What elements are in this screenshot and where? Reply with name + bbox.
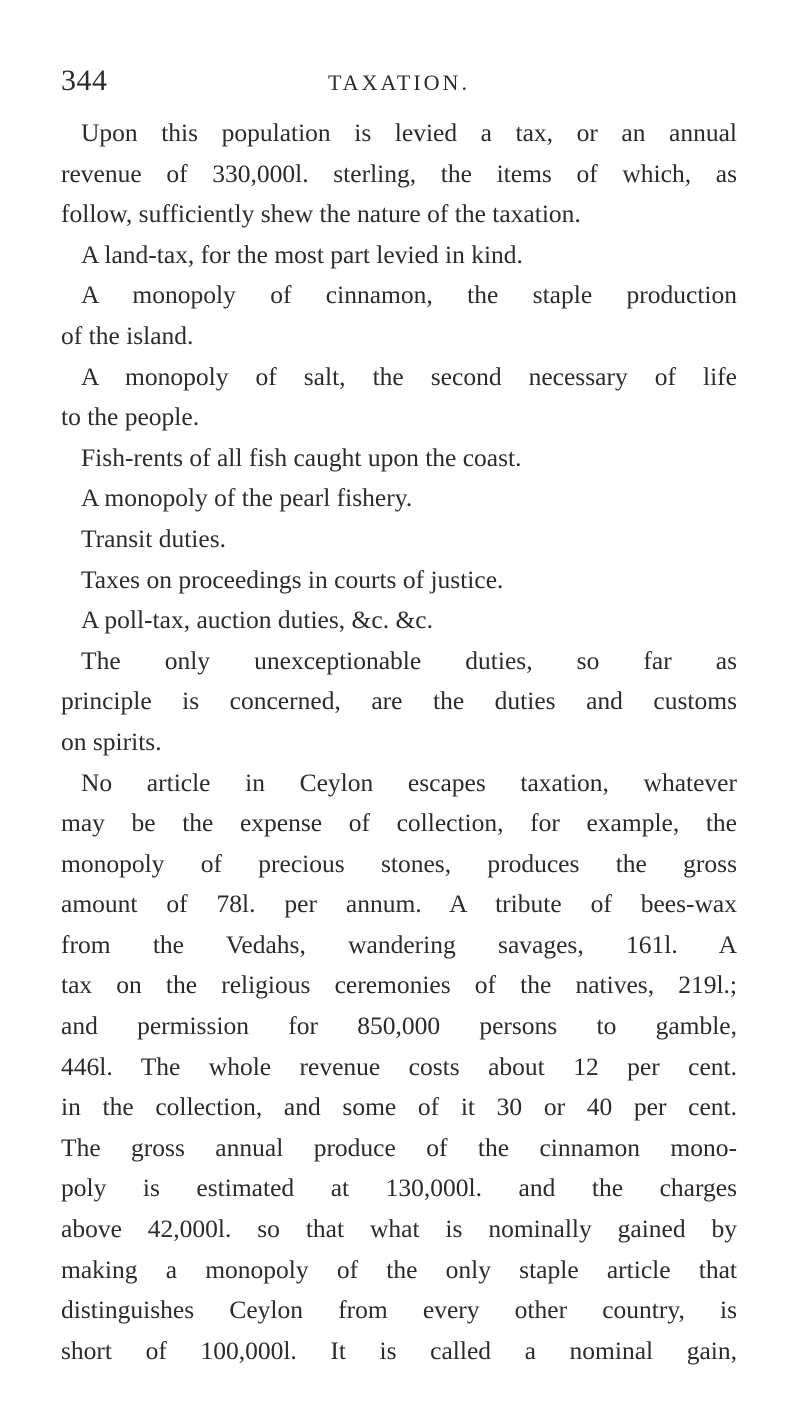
text-line: A monopoly of cinnamon, the staple production [81,280,737,310]
text-line: of the island. [61,320,194,350]
text-line: poly is estimated at 130,000l. and the charges [61,1173,737,1203]
text-line: The only unexceptionable duties, so far as [81,645,737,675]
page-header [61,64,741,104]
text-line: A land-tax, for the most part levied in kind. [81,239,523,269]
text-line: Taxes on proceedings in courts of justice. [81,564,504,594]
text-line: and permission for 850,000 persons to gamble, [61,1011,737,1041]
page-number: 344 [61,64,108,97]
text-line: may be the expense of collection, for example, the [61,808,737,838]
text-line: amount of 78l. per annum. A tribute of bees-wax [61,889,737,919]
text-line: Fish-rents of all fish caught upon the coast. [81,442,522,472]
text-line: tax on the religious ceremonies of the natives, 219l.; [61,970,737,1000]
text-line: principle is concerned, are the duties and customs [61,686,737,716]
text-line: follow, sufficiently shew the nature of the taxation. [61,199,581,229]
running-title: TAXATION. [328,70,470,95]
text-line: distinguishes Ceylon from every other country, is [61,1295,737,1325]
text-line: A poll-tax, auction duties, &c. &c. [81,605,433,635]
text-line: above 42,000l. so that what is nominally gained by [61,1214,737,1244]
text-line: A monopoly of the pearl fishery. [81,483,413,513]
text-line: short of 100,000l. It is called a nominal gain, [61,1335,737,1365]
text-line: in the collection, and some of it 30 or 40 per cent. [61,1092,737,1122]
text-line: Upon this population is levied a tax, or an annual [81,118,737,147]
text-line: revenue of 330,000l. sterling, the items of which, as [61,158,737,188]
text-line: from the Vedahs, wandering savages, 161l. A [61,929,737,959]
text-line: to the people. [61,402,200,432]
text-line: No article in Ceylon escapes taxation, whatever [81,767,737,797]
body-text [61,113,737,1371]
text-line: Transit duties. [81,523,226,553]
text-line: making a monopoly of the only staple article that [61,1254,737,1284]
text-line: monopoly of precious stones, produces the gross [61,848,737,878]
text-line: 446l. The whole revenue costs about 12 per cent. [61,1051,737,1081]
text-line: A monopoly of salt, the second necessary of life [81,361,737,391]
text-line: on spirits. [61,726,162,756]
text-line: The gross annual produce of the cinnamon mono- [61,1132,737,1162]
